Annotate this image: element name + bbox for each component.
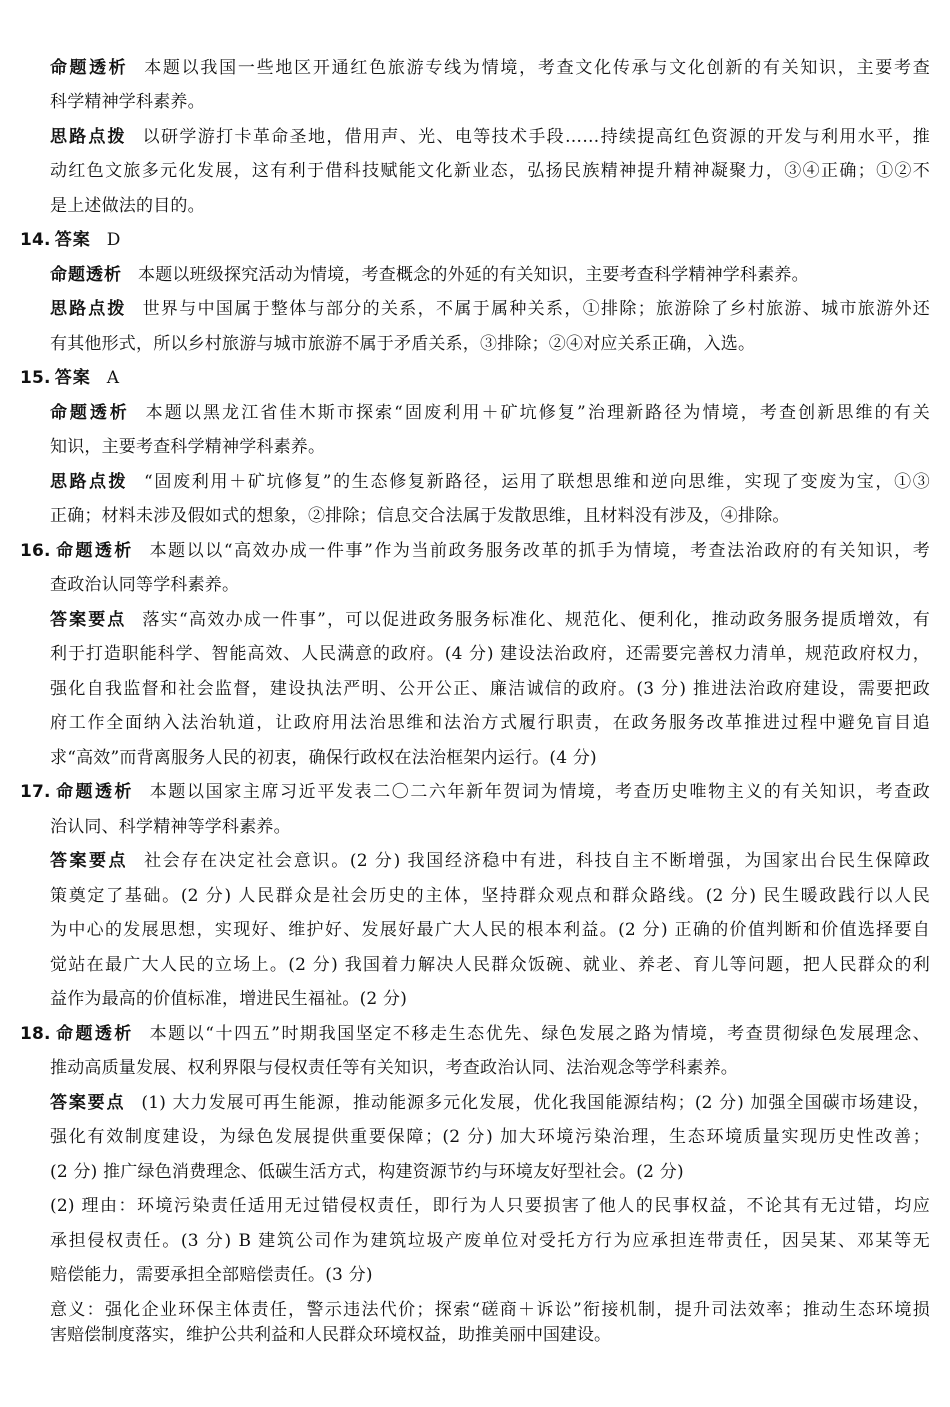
q15-silu-line-2: 正确；材料未涉及假如式的想象，②排除；信息交合法属于发散思维，且材料没有涉及，④排除。: [50, 506, 790, 526]
q17-yaodian-line-2: 策奠定了基础。(2 分) 人民群众是社会历史的主体，坚持群众观点和群众路线。(2 分) 民生暖政践行以人民: [50, 886, 930, 906]
q18-yaodian-line-1: 答案要点 (1) 大力发展可再生能源，推动能源多元化发展，优化我国能源结构；(2 分) 加强全国碳市场建设，: [50, 1093, 931, 1113]
q13-silu-line-3: 是上述做法的目的。: [50, 196, 205, 216]
q18-number: 18.: [20, 1024, 51, 1044]
q17-mingti-line-2: 治认同、科学精神等学科素养。: [50, 817, 291, 837]
q14-silu-line-1: 思路点拨 世界与中国属于整体与部分的关系，不属于属种关系，①排除；旅游除了乡村旅游、城市旅游外还: [50, 299, 930, 319]
q16-yaodian-line-5: 求“高效”而背离服务人民的初衷，确保行政权在法治框架内运行。(4 分): [50, 748, 597, 768]
q15-mingti-line-2: 知识，主要考查科学精神学科素养。: [50, 437, 326, 457]
q13-silu-label: 思路点拨: [50, 127, 127, 147]
q13-mingti-label: 命题透析: [50, 58, 129, 78]
q17-mingti-line-1: 17. 命题透析 本题以国家主席习近平发表二〇二六年新年贺词为情境，考查历史唯物主义的有关知识，考查政: [20, 782, 931, 802]
q18-yaodian-line-3: (2 分) 推广绿色消费理念、低碳生活方式，构建资源节约与环境友好型社会。(2 分): [50, 1162, 684, 1182]
q15-number: 15.: [20, 368, 51, 388]
q18-part3-line-2-cut: 害赔偿制度落实，维护公共利益和人民群众环境权益，助推美丽中国建设。: [50, 1325, 611, 1345]
q14-number: 14.: [20, 230, 51, 250]
q18-mingti-line-2: 推动高质量发展、权利界限与侵权责任等有关知识，考查政治认同、法治观念等学科素养。: [50, 1058, 738, 1078]
q13-mingti-line-2: 科学精神学科素养。: [50, 92, 205, 112]
q16-mingti-line-1: 16. 命题透析 本题以以“高效办成一件事”作为当前政务服务改革的抓手为情境，考查法治政府的有关知识，考: [20, 541, 930, 561]
q14-answer-line: [20, 227, 930, 253]
q15-answer-line: 15. 答案 A: [20, 368, 120, 388]
q16-yaodian-line-1: 答案要点 落实“高效办成一件事”，可以促进政务服务标准化、规范化、便利化，推动政务服务提质增效，有: [50, 610, 931, 630]
q18-mingti-line-1: 18. 命题透析 本题以“十四五”时期我国坚定不移走生态优先、绿色发展之路为情境，考查贯彻绿色发展理念、: [20, 1024, 930, 1044]
q16-mingti-line-2: 查政治认同等学科素养。: [50, 575, 240, 595]
q18-part2-line-1: (2) 理由：环境污染责任适用无过错侵权责任，即行为人只要损害了他人的民事权益，不论其有无过错，均应: [50, 1196, 930, 1216]
q15-silu-line-1: 思路点拨 “固废利用＋矿坑修复”的生态修复新路径，运用了联想思维和逆向思维，实现了变废为宝，①③: [50, 472, 931, 492]
q13-silu-line-2: 动红色文旅多元化发展，这有利于借科技赋能文化新业态，弘扬民族精神提升精神凝聚力，③④正确；①②不: [50, 161, 930, 181]
q16-number: 16.: [20, 541, 51, 561]
q18-part2-line-3: 赔偿能力，需要承担全部赔偿责任。(3 分): [50, 1265, 373, 1285]
q17-yaodian-line-3: 为中心的发展思想，实现好、维护好、发展好最广大人民的根本利益。(2 分) 正确的价值判断和价值选择要自: [50, 920, 930, 940]
q17-yaodian-line-5: 益作为最高的价值标准，增进民生福祉。(2 分): [50, 989, 408, 1009]
q13-mingti-line-1: 命题透析 本题以我国一些地区开通红色旅游专线为情境，考查文化传承与文化创新的有关知识，主要考查: [50, 58, 930, 78]
q16-yaodian-line-4: 府工作全面纳入法治轨道，让政府用法治思维和法治方式履行职责，在政务服务改革推进过程中避免盲目追: [50, 713, 930, 733]
q17-yaodian-line-1: 答案要点 社会存在决定社会意识。(2 分) 我国经济稳中有进，科技自主不断增强，为国家出台民生保障政: [50, 851, 931, 871]
q18-part3-line-1: 意义：强化企业环保主体责任，警示违法代价；探索“磋商＋诉讼”衔接机制，提升司法效率；推动生态环境损: [50, 1300, 930, 1320]
q14-answer-label: 答案: [54, 230, 91, 250]
q15-answer-letter: A: [106, 368, 120, 388]
q16-yaodian-line-3: 强化自我监督和社会监督，建设执法严明、公开公正、廉洁诚信的政府。(3 分) 推进法治政府建设，需要把政: [50, 679, 930, 699]
q13-silu-line-1: 思路点拨 以研学游打卡革命圣地，借用声、光、电等技术手段……持续提高红色资源的开发与利用水平，推: [50, 127, 931, 147]
q14-mingti-line-1: 命题透析 本题以班级探究活动为情境，考查概念的外延的有关知识，主要考查科学精神学科素养。: [50, 265, 809, 285]
q14-silu-line-2: 有其他形式，所以乡村旅游与城市旅游不属于矛盾关系，③排除；②④对应关系正确，入选。: [50, 334, 756, 354]
q18-yaodian-line-2: 强化有效制度建设，为绿色发展提供重要保障；(2 分) 加大环境污染治理，生态环境质量实现历史性改善；: [50, 1127, 930, 1147]
q14-answer-letter: D: [106, 230, 121, 250]
q18-part2-line-2: 承担侵权责任。(3 分) B 建筑公司作为建筑垃圾产废单位对受托方行为应承担连带责任，因吴某、邓某等无: [50, 1231, 930, 1251]
q17-yaodian-line-4: 觉站在最广大人民的立场上。(2 分) 我国着力解决人民群众饭碗、就业、养老、育儿等问题，把人民群众的利: [50, 955, 930, 975]
q15-mingti-line-1: 命题透析 本题以黑龙江省佳木斯市探索“固废利用＋矿坑修复”治理新路径为情境，考查创新思维的有关: [50, 403, 931, 423]
q16-yaodian-line-2: 利于打造职能科学、智能高效、人民满意的政府。(4 分) 建设法治政府，还需要完善权力清单，规范政府权力，: [50, 644, 930, 664]
q17-number: 17.: [20, 782, 51, 802]
